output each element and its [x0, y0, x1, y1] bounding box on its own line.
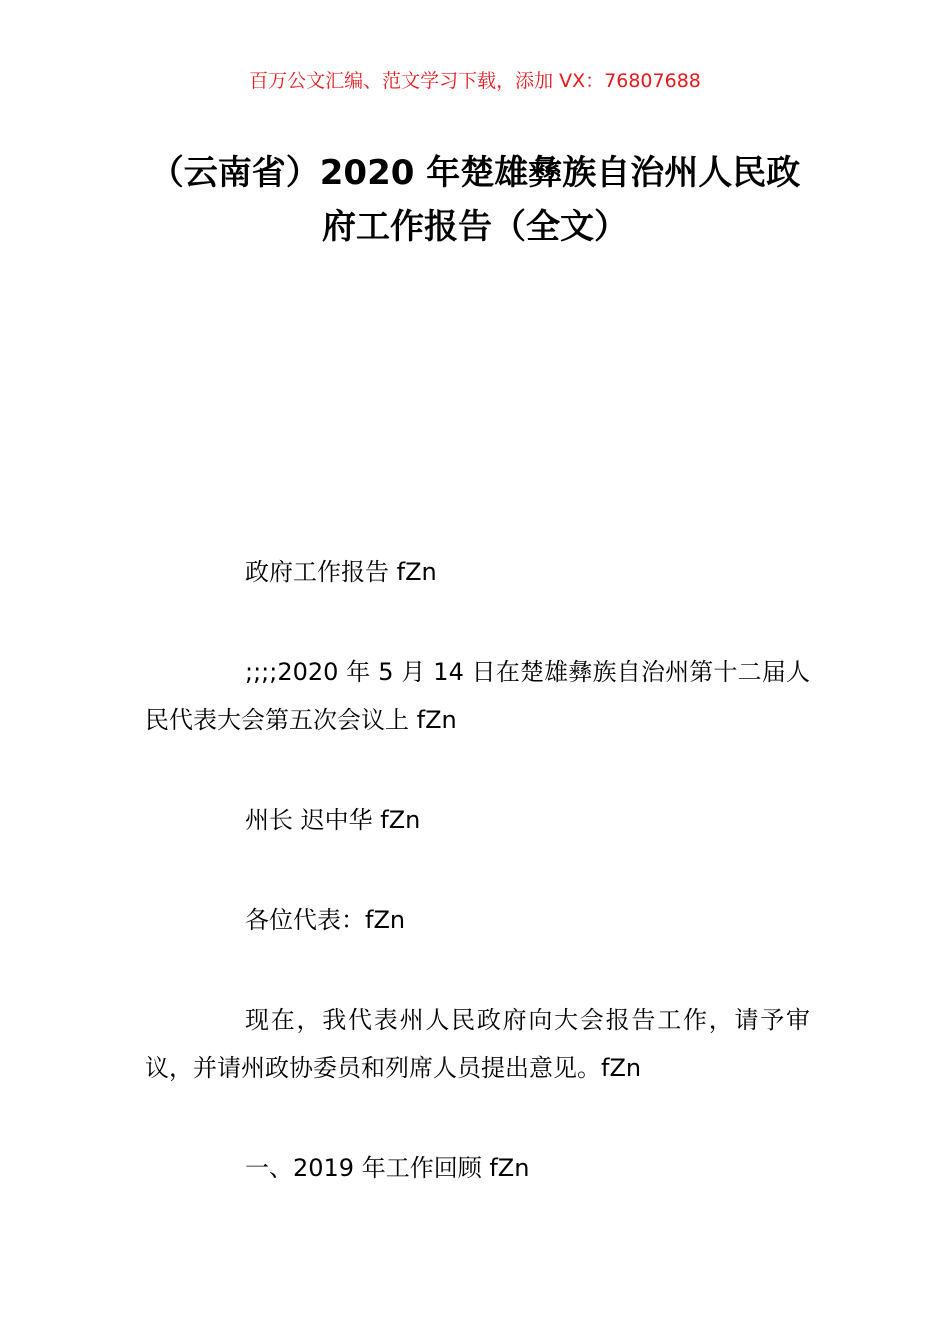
paragraph-report-label: 政府工作报告 fZn	[245, 558, 437, 586]
paragraph-opening: 现在，我代表州人民政府向大会报告工作，请予审议，并请州政协委员和列席人员提出意见。fZn	[145, 1006, 810, 1082]
paragraph-salutation: 各位代表：fZn	[245, 906, 406, 934]
title-line-1: （云南省）2020 年楚雄彝族自治州人民政	[149, 153, 801, 193]
header-banner: 百万公文汇编、范文学习下载，添加 VX：76807688	[249, 70, 701, 92]
paragraph-meeting-info: ;;;;2020 年 5 月 14 日在楚雄彝族自治州第十二届人民代表大会第五次会议上 fZn	[145, 658, 810, 734]
paragraph-speaker: 州长 迟中华 fZn	[245, 806, 421, 834]
section-heading-review: 一、2019 年工作回顾 fZn	[245, 1154, 530, 1182]
document-title	[0, 146, 950, 254]
title-line-2: 府工作报告（全文）	[322, 207, 628, 247]
